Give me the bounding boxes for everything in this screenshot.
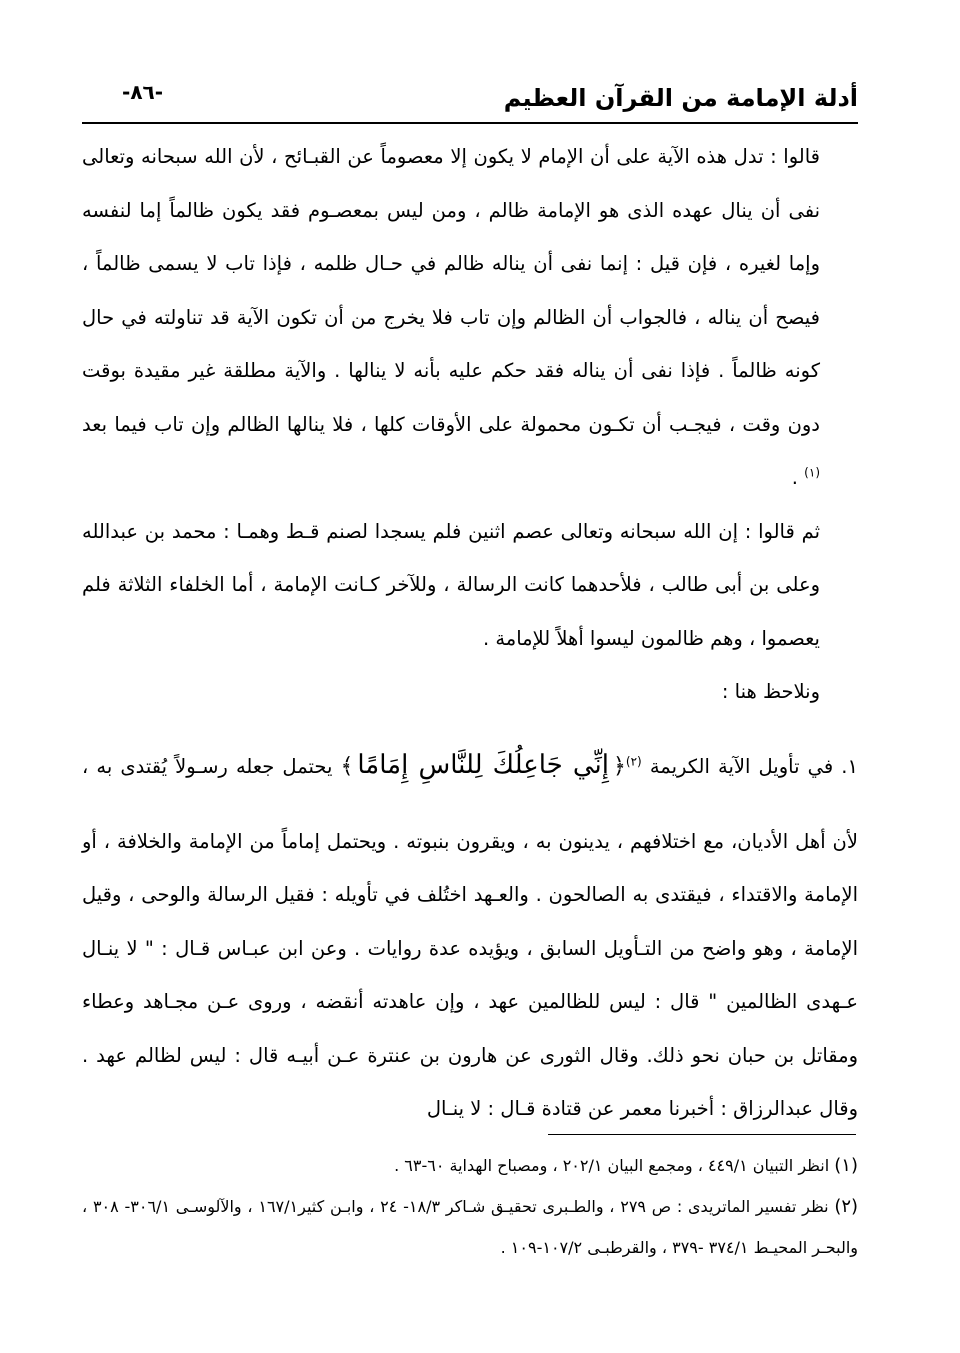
footnote-2 [82,1186,858,1268]
paragraph-1-text: قالوا : تدل هذه الآية على أن الإمام لا يكون إلا معصوماً عن القبـائح ، لأن الله سبحانه وتعالى نفى أن ينال عهده الذى هو الإمامة ظالم ، ومن ليس بمعصـوم فقد يكون ظالماً إما لنفسه وإما لغيره ، فإن قيل : إنما نفى أن يناله ظالم في حـال ظلمه ، فإذا تاب لا يسمى ظالماً ، فيصح أن يناله ، فالجواب أن الظالم وإن تاب فلا يخرج من أن تكون الآية قد تناولته في حال كونه ظالماً . فإذا نفى أن يناله فقد حكم عليه بأنه لا ينالها . والآية مطلقة غير مقيدة بوقت دون وقت ، فيجـب أن تكـون محمولة على الأوقات كلها ، فلا ينالها الظالم وإن تاب فيما بعد [82,145,820,436]
footnote-2-text: نظر تفسير الماتريدى : ص ٢٧٩ ، والطـبرى تحقيـق شـاكر ١٨/٣- ٢٤ ، وابـن كثير١٦٧/١ ، والآلوسـى ٣٠٦/١- ٣٠٨ ، والبحـر المحيـط ٣٧٤/١ -٣٧٩ ، والقرطبـى ١٠٧/٢-١٠٩ . [82,1197,858,1257]
quran-verse: إِنِّي جَاعِلُكَ لِلنَّاسِ إِمَامًا [357,749,610,780]
paragraph-2: ثم قالوا : إن الله سبحانه وتعالى عصم اثنين فلم يسجدا لصنم قـط وهمـا : محمد بن عبدالله وعلى بن أبى طالب ، فلأحدهما كانت الرسالة ، وللآخر كـانت الإمامة ، أما الخلفاء الثلاثة فلم يعصموا ، وهم ظالمون ليسوا أهلاً للإمامة . [82,519,820,650]
paragraph-1 [82,130,858,505]
footnote-ref-1: (١) [804,465,820,480]
footnote-ref-2: (٢) [625,754,642,768]
page-header [82,78,858,124]
paragraph-1-end: . [791,466,805,489]
verse-open-bracket: ﴿ [613,753,626,779]
footnote-1-number: (١) [834,1155,858,1176]
paragraph-4-start: ١. في تأويل الآية الكريمة [649,754,858,778]
footnote-1 [82,1145,858,1186]
verse-close-bracket: ﴾ [340,753,354,779]
paragraph-4-text: يحتمل جعله رسـولاً يُقتدى به ، لأن أهل الأديان، مع اختلافهم ، يدينون به ، ويقرون بنبوته . ويحتمل إماماً من الإمامة والخلافة ، أو الإمامة والاقتداء ، فيقتدى به الصالحون . والعـهد اختُلف في تأويله : فقيل الرسالة والوحى ، وقيل الإمامة ، وهو واضح من التـأويل السابق ، ويؤيده عدة روايات . وعن ابن عبـاس قـال : " لا ينـال عـهدى الظالمين " قال : ليس للظالمين عهد ، وإن عاهدته أنقضه ، وروى عـن مجـاهد وعطاء ومقاتل بن حبان نحو ذلك. وقال الثورى عن هارون بن عنترة عـن أبيـه قال : ليس لظالم عهد . وقال عبدالرزاق : أخبرنا معمر عن قتادة قـال : لا ينـال [82,754,858,1120]
footnote-2-number: (٢) [834,1196,859,1217]
paragraph-3: ونلاحظ هنا : [721,680,820,703]
book-title: أدلة الإمامة من القرآن العظيم [503,84,858,112]
paragraph-4 [82,719,858,1136]
footnote-1-text: انظر التبيان ٤٤٩/١ ، ومجمع البيان ٢٠٢/١ ، ومصباح الهداية ٦٠-٦٣ . [394,1156,830,1175]
footnotes [82,1145,858,1268]
main-text [82,130,858,1136]
footnote-separator [548,1134,856,1135]
page-number: -٨٦- [122,80,164,104]
